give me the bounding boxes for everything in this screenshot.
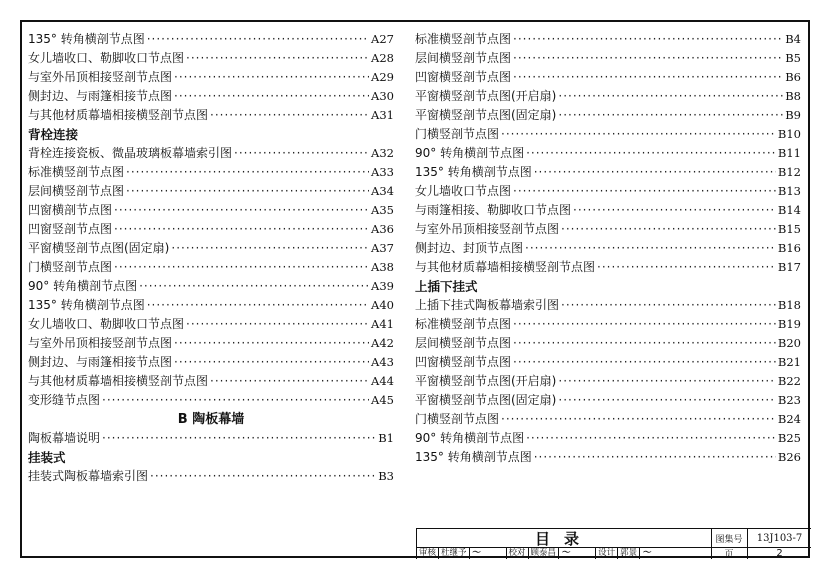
toc-chapter-heading: [28, 410, 394, 429]
toc-entry[interactable]: [415, 68, 801, 87]
atlas-number: 13J103-7: [748, 529, 811, 548]
toc-entry[interactable]: [415, 144, 801, 163]
toc-entry[interactable]: [28, 163, 394, 182]
toc-entry-page: A45: [371, 393, 394, 407]
toc-section-heading: [28, 125, 394, 144]
toc-entry[interactable]: [415, 410, 801, 429]
toc-leader-dots: [150, 467, 376, 486]
toc-leader-dots: [573, 201, 776, 220]
toc-leader-dots: [534, 163, 776, 182]
toc-leader-dots: [513, 49, 783, 68]
toc-leader-dots: [558, 87, 783, 106]
toc-entry-title: 女儿墙收口节点图: [415, 184, 512, 198]
toc-entry-page: A42: [371, 336, 394, 350]
toc-heading-text: 上插下挂式: [415, 279, 478, 294]
toc-entry-title: 侧封边、与雨篷相接节点图: [28, 355, 173, 369]
toc-entry-page: A38: [371, 260, 394, 274]
toc-leader-dots: [174, 87, 369, 106]
toc-entry-page: A40: [371, 298, 394, 312]
toc-leader-dots: [174, 68, 369, 87]
toc-entry-title: 与其他材质幕墙相接横竖剖节点图: [28, 374, 209, 388]
toc-entry-page: B26: [777, 450, 801, 464]
checker-name: 顾泰昌: [529, 548, 560, 559]
toc-heading-text: 挂装式: [28, 450, 66, 465]
toc-entry-page: B14: [777, 203, 801, 217]
toc-leader-dots: [597, 258, 776, 277]
toc-entry[interactable]: [415, 220, 801, 239]
toc-entry-title: 层间横竖剖节点图: [415, 336, 512, 350]
toc-leader-dots: [525, 239, 776, 258]
toc-leader-dots: [526, 429, 776, 448]
toc-entry-page: A27: [371, 32, 394, 46]
toc-entry-title: 门横竖剖节点图: [415, 127, 500, 141]
designer-name: 郭景: [618, 548, 640, 559]
toc-entry-title: 凹窗横竖剖节点图: [415, 355, 512, 369]
toc-entry-page: A33: [371, 165, 394, 179]
reviewer-signature: ～: [470, 548, 507, 559]
signature-row: [417, 548, 712, 559]
toc-entry-title: 90° 转角横剖节点图: [28, 279, 138, 293]
checker-signature: ～: [559, 548, 596, 559]
toc-entry-title: 挂装式陶板幕墙索引图: [28, 469, 149, 483]
toc-entry-page: B18: [777, 298, 801, 312]
toc-entry-title: 平窗横竖剖节点图(开启扇): [415, 89, 557, 103]
toc-entry-page: B24: [777, 412, 801, 426]
toc-entry-page: B19: [777, 317, 801, 331]
toc-leader-dots: [513, 315, 776, 334]
toc-entry-title: 凹窗横竖剖节点图: [415, 70, 512, 84]
toc-entry[interactable]: [28, 315, 394, 334]
title-block-title: 目录: [417, 529, 712, 548]
toc-entry[interactable]: [28, 68, 394, 87]
toc-entry-page: B22: [777, 374, 801, 388]
toc-entry-page: A28: [371, 51, 394, 65]
toc-entry-title: 侧封边、封顶节点图: [415, 241, 524, 255]
toc-entry[interactable]: [415, 448, 801, 467]
toc-leader-dots: [210, 372, 369, 391]
toc-entry[interactable]: [415, 334, 801, 353]
toc-leader-dots: [558, 372, 776, 391]
toc-leader-dots: [561, 220, 776, 239]
toc-entry-page: B17: [777, 260, 801, 274]
toc-entry[interactable]: [415, 239, 801, 258]
toc-entry[interactable]: [28, 334, 394, 353]
toc-entry[interactable]: [28, 30, 394, 49]
toc-entry[interactable]: [28, 277, 394, 296]
toc-entry-title: 135° 转角横剖节点图: [28, 298, 145, 312]
toc-entry[interactable]: [415, 372, 801, 391]
toc-entry-title: 平窗横竖剖节点图(固定扇): [415, 108, 557, 122]
toc-leader-dots: [147, 296, 369, 315]
toc-entry[interactable]: [415, 87, 801, 106]
toc-entry-page: B1: [378, 431, 394, 445]
page-label: 页: [711, 548, 748, 559]
toc-entry-title: 平窗横竖剖节点图(固定扇): [28, 241, 170, 255]
toc-entry[interactable]: [415, 49, 801, 68]
toc-leader-dots: [114, 220, 369, 239]
toc-entry-title: 背栓连接瓷板、微晶玻璃板幕墙索引图: [28, 146, 233, 160]
toc-entry-page: B15: [777, 222, 801, 236]
toc-entry-page: A30: [371, 89, 394, 103]
toc-entry-title: 凹窗竖剖节点图: [28, 222, 113, 236]
toc-entry[interactable]: [28, 87, 394, 106]
toc-leader-dots: [513, 68, 783, 87]
toc-entry-title: 与其他材质幕墙相接横竖剖节点图: [28, 108, 209, 122]
toc-leader-dots: [558, 391, 776, 410]
toc-entry[interactable]: [28, 182, 394, 201]
toc-leader-dots: [534, 448, 776, 467]
toc-leader-dots: [102, 391, 369, 410]
toc-leader-dots: [147, 30, 369, 49]
toc-entry[interactable]: [28, 144, 394, 163]
toc-entry-title: 门横竖剖节点图: [28, 260, 113, 274]
toc-entry-title: 与室外吊顶相接竖剖节点图: [28, 70, 173, 84]
toc-entry[interactable]: [415, 125, 801, 144]
toc-entry-page: A41: [371, 317, 394, 331]
toc-entry-page: B4: [785, 32, 801, 46]
toc-entry-page: B5: [785, 51, 801, 65]
toc-entry[interactable]: [28, 353, 394, 372]
toc-leader-dots: [234, 144, 369, 163]
toc-entry-page: B25: [777, 431, 801, 445]
toc-entry[interactable]: [28, 220, 394, 239]
toc-section-heading: [28, 448, 394, 467]
toc-leader-dots: [114, 258, 369, 277]
toc-entry[interactable]: [415, 429, 801, 448]
toc-entry-page: B6: [785, 70, 801, 84]
toc-entry[interactable]: [28, 239, 394, 258]
toc-entry-page: A43: [371, 355, 394, 369]
toc-entry[interactable]: [415, 163, 801, 182]
toc-entry-page: B21: [777, 355, 801, 369]
toc-entry-page: B10: [777, 127, 801, 141]
toc-leader-dots: [126, 182, 369, 201]
toc-leader-dots: [210, 106, 369, 125]
toc-leader-dots: [501, 125, 776, 144]
toc-entry-page: B8: [785, 89, 801, 103]
toc-entry-title: 平窗横竖剖节点图(开启扇): [415, 374, 557, 388]
toc-entry[interactable]: [415, 182, 801, 201]
toc-entry-page: A32: [371, 146, 394, 160]
toc-section-heading: [415, 277, 801, 296]
toc-leader-dots: [171, 239, 369, 258]
toc-entry-title: 陶板幕墙说明: [28, 431, 101, 445]
toc-entry-page: A44: [371, 374, 394, 388]
toc-entry[interactable]: [28, 49, 394, 68]
toc-entry-page: B16: [777, 241, 801, 255]
toc-heading-text: 背栓连接: [28, 127, 79, 142]
toc-entry-page: B20: [777, 336, 801, 350]
toc-entry[interactable]: [415, 315, 801, 334]
toc-chapter-text: B 陶板幕墙: [177, 412, 245, 427]
toc-entry-title: 135° 转角横剖节点图: [415, 450, 532, 464]
toc-entry-page: A31: [371, 108, 394, 122]
toc-entry-title: 层间横竖剖节点图: [28, 184, 125, 198]
toc-entry-page: B12: [777, 165, 801, 179]
toc-leader-dots: [174, 353, 369, 372]
reviewer-name: 杜继予: [439, 548, 470, 559]
toc-entry[interactable]: [415, 106, 801, 125]
toc-leader-dots: [126, 163, 369, 182]
toc-leader-dots: [526, 144, 776, 163]
toc-entry-page: A39: [371, 279, 394, 293]
toc-entry-page: B13: [777, 184, 801, 198]
toc-entry[interactable]: [415, 296, 801, 315]
toc-entry[interactable]: [415, 391, 801, 410]
toc-entry-page: B11: [777, 146, 801, 160]
designer-signature: ～: [642, 548, 651, 558]
toc-entry[interactable]: [28, 201, 394, 220]
toc-leader-dots: [501, 410, 776, 429]
toc-entry-title: 标准横竖剖节点图: [415, 32, 512, 46]
toc-entry-title: 凹窗横剖节点图: [28, 203, 113, 217]
toc-entry-title: 与雨篷相接、勒脚收口节点图: [415, 203, 572, 217]
toc-leader-dots: [186, 315, 369, 334]
toc-entry-title: 135° 转角横剖节点图: [415, 165, 532, 179]
toc-leader-dots: [513, 334, 776, 353]
toc-entry[interactable]: [415, 30, 801, 49]
toc-entry-title: 90° 转角横剖节点图: [415, 146, 525, 160]
title-block: [416, 528, 811, 559]
page-number: 2: [776, 548, 783, 559]
toc-entry-page: B9: [785, 108, 801, 122]
toc-left-column: [28, 30, 394, 486]
toc-entry-title: 女儿墙收口、勒脚收口节点图: [28, 51, 185, 65]
toc-entry-page: A37: [371, 241, 394, 255]
toc-entry-title: 上插下挂式陶板幕墙索引图: [415, 298, 560, 312]
check-label: 校对: [507, 548, 529, 559]
toc-entry-title: 135° 转角横剖节点图: [28, 32, 145, 46]
toc-entry-page: B23: [777, 393, 801, 407]
toc-entry[interactable]: [28, 296, 394, 315]
toc-leader-dots: [558, 106, 783, 125]
toc-entry[interactable]: [415, 201, 801, 220]
toc-right-column: [415, 30, 801, 467]
toc-entry-title: 与室外吊顶相接竖剖节点图: [28, 336, 173, 350]
toc-entry-page: A34: [371, 184, 394, 198]
toc-entry[interactable]: [28, 372, 394, 391]
toc-entry-title: 侧封边、与雨篷相接节点图: [28, 89, 173, 103]
toc-entry-title: 与室外吊顶相接竖剖节点图: [415, 222, 560, 236]
toc-leader-dots: [561, 296, 776, 315]
toc-leader-dots: [513, 353, 776, 372]
toc-entry[interactable]: [415, 353, 801, 372]
toc-leader-dots: [186, 49, 369, 68]
toc-entry-title: 层间横竖剖节点图: [415, 51, 512, 65]
toc-leader-dots: [114, 201, 369, 220]
toc-entry-page: A35: [371, 203, 394, 217]
toc-leader-dots: [139, 277, 369, 296]
toc-entry[interactable]: [415, 258, 801, 277]
toc-entry[interactable]: [28, 429, 394, 448]
toc-entry[interactable]: [28, 391, 394, 410]
toc-entry-page: B3: [378, 469, 394, 483]
toc-entry-title: 女儿墙收口、勒脚收口节点图: [28, 317, 185, 331]
toc-entry[interactable]: [28, 258, 394, 277]
toc-entry-title: 标准横竖剖节点图: [415, 317, 512, 331]
toc-entry-page: A29: [371, 70, 394, 84]
toc-entry[interactable]: [28, 106, 394, 125]
toc-entry-page: A36: [371, 222, 394, 236]
toc-entry[interactable]: [28, 467, 394, 486]
toc-entry-title: 平窗横竖剖节点图(固定扇): [415, 393, 557, 407]
toc-leader-dots: [174, 334, 369, 353]
toc-entry-title: 与其他材质幕墙相接横竖剖节点图: [415, 260, 596, 274]
design-label: 设计: [596, 548, 618, 559]
review-label: 审核: [417, 548, 439, 559]
toc-entry-title: 变形缝节点图: [28, 393, 101, 407]
toc-entry-title: 门横竖剖节点图: [415, 412, 500, 426]
toc-entry-title: 标准横竖剖节点图: [28, 165, 125, 179]
toc-leader-dots: [102, 429, 376, 448]
toc-leader-dots: [513, 30, 783, 49]
toc-leader-dots: [513, 182, 776, 201]
atlas-number-label: 图集号: [711, 529, 748, 548]
toc-entry-title: 90° 转角横剖节点图: [415, 431, 525, 445]
